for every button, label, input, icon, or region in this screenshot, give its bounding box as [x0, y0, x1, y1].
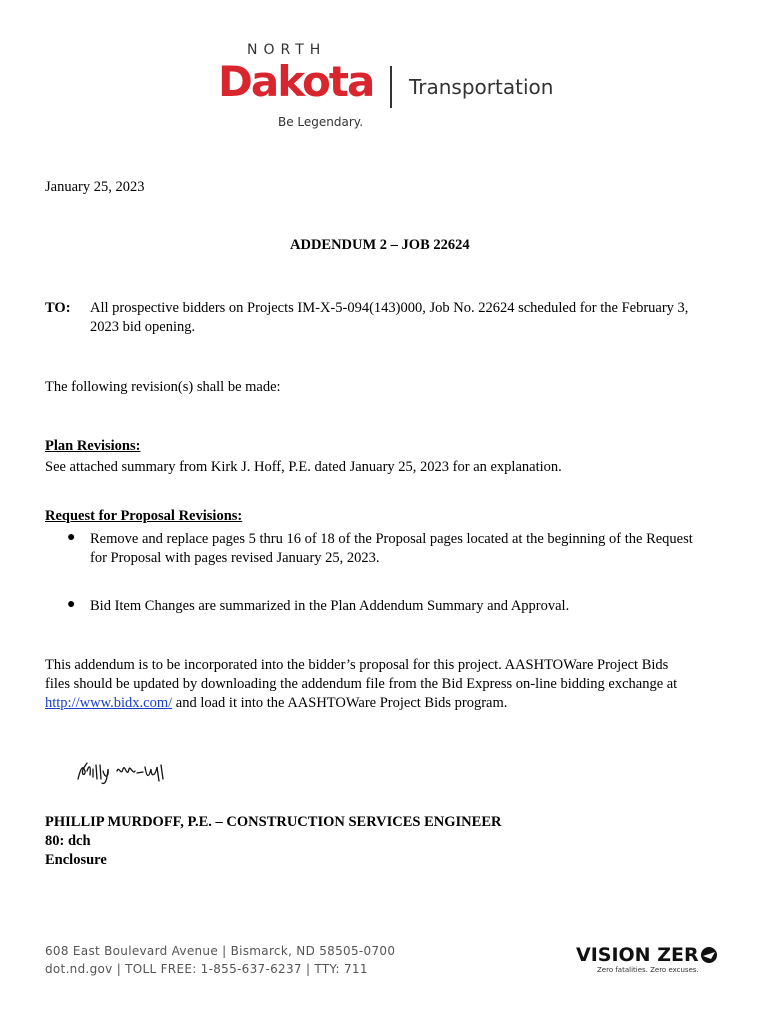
closing-line-1: This addendum is to be incorporated into the bidder’s proposal for this project. AASHTOWare Project Bids — [45, 657, 669, 673]
closing-line-2: files should be updated by downloading the addendum file from the Bid Express on-line bidding exchange at — [45, 676, 678, 692]
bullet-dot: ● — [67, 530, 76, 545]
bullet-1-line-2: for Proposal with pages revised January 25, 2023. — [90, 550, 380, 566]
logo-tagline: Be Legendary. — [278, 115, 364, 129]
to-label: TO: — [45, 300, 71, 316]
closing-line-3-rest: and load it into the AASHTOWare Project Bids program. — [172, 695, 508, 711]
bidx-link[interactable]: http://www.bidx.com/ — [45, 695, 173, 711]
letter-date: January 25, 2023 — [45, 179, 145, 195]
intro-text: The following revision(s) shall be made: — [45, 379, 281, 395]
plan-revisions-text: See attached summary from Kirk J. Hoff, P.E. dated January 25, 2023 for an explanation. — [45, 459, 562, 475]
logo-transportation-text: Transportation — [409, 75, 554, 99]
bullet-1-line-1: Remove and replace pages 5 thru 16 of 18 of the Proposal pages located at the beginning of the Request — [90, 531, 693, 547]
to-line-1: All prospective bidders on Projects IM-X-5-094(143)000, Job No. 22624 scheduled for the February 3, — [90, 300, 689, 316]
bullet-2-text: Bid Item Changes are summarized in the Plan Addendum Summary and Approval. — [90, 598, 570, 614]
logo-dakota-text: Dakota — [218, 57, 374, 106]
bullet-dot: ● — [67, 597, 76, 612]
closing-line-3 — [45, 694, 507, 713]
logo-north-text: NORTH — [247, 42, 327, 58]
plan-revisions-heading: Plan Revisions: — [45, 438, 141, 454]
vision-zero-logo-text: VISION ZER — [576, 944, 699, 966]
logo-divider — [390, 66, 392, 108]
handwritten-signature — [75, 757, 175, 785]
rfp-revisions-heading: Request for Proposal Revisions: — [45, 508, 243, 524]
signer-name: PHILLIP MURDOFF, P.E. – CONSTRUCTION SERVICES ENGINEER — [45, 814, 502, 830]
vision-zero-tagline: Zero fatalities. Zero excuses. — [597, 966, 699, 974]
initials: 80: dch — [45, 833, 91, 849]
to-line-2: 2023 bid opening. — [90, 319, 196, 335]
vision-zero-o-icon — [700, 946, 718, 964]
letter-title: ADDENDUM 2 – JOB 22624 — [290, 237, 470, 253]
footer-contact: dot.nd.gov | TOLL FREE: 1-855-637-6237 | TTY: 711 — [45, 962, 368, 976]
enclosure-label: Enclosure — [45, 852, 107, 868]
footer-address: 608 East Boulevard Avenue | Bismarck, ND 58505-0700 — [45, 944, 396, 958]
